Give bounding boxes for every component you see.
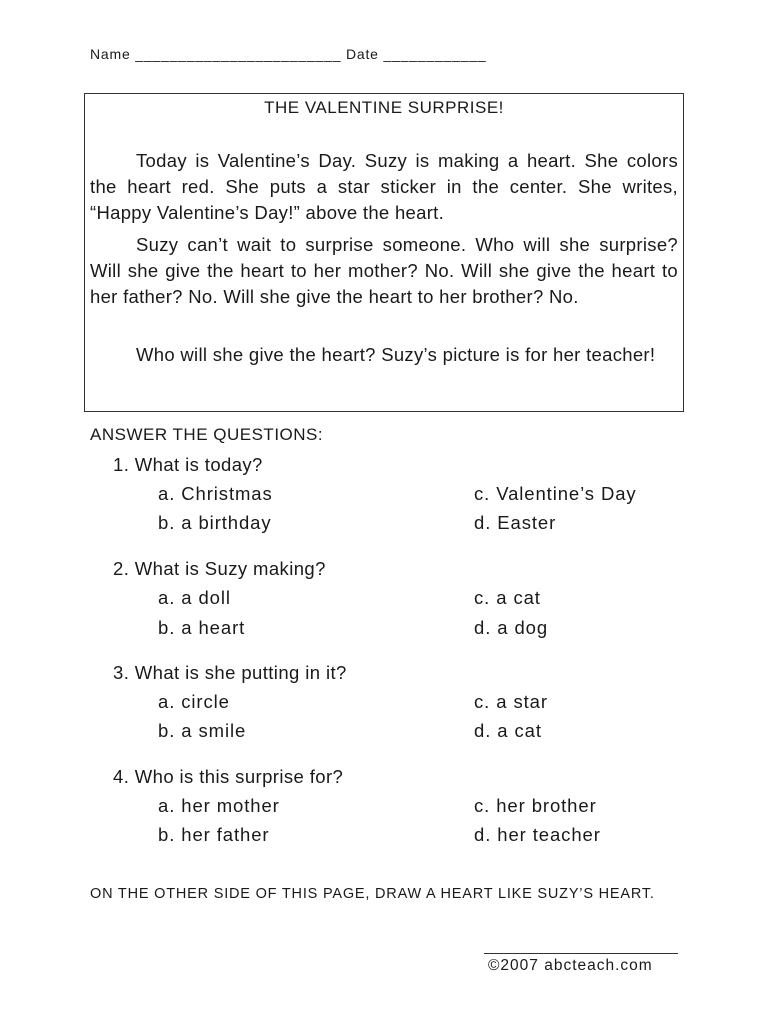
story-paragraph: Suzy can’t wait to surprise someone. Who will she surprise? Will she give the heart to her mother? No. Will she give the heart to her father? No. Will she give the heart to her brother? No.: [90, 234, 678, 307]
questions-heading: ANSWER THE QUESTIONS:: [90, 425, 324, 444]
story-paragraph: Who will she give the heart? Suzy’s picture is for her teacher!: [136, 344, 656, 365]
question-1-option-a: a. Christmas: [158, 483, 273, 504]
question-4-option-c: c. her brother: [474, 795, 597, 816]
question-1-option-c: c. Valentine’s Day: [474, 483, 637, 504]
drawing-instruction: ON THE OTHER SIDE OF THIS PAGE, DRAW A HEART LIKE SUZY’S HEART.: [90, 886, 655, 902]
question-1: 1. What is today?: [113, 454, 263, 475]
question-2: 2. What is Suzy making?: [113, 558, 326, 579]
question-1-option-b: b. a birthday: [158, 512, 272, 533]
question-2-option-b: b. a heart: [158, 617, 246, 638]
question-2-option-c: c. a cat: [474, 587, 541, 608]
story-title: THE VALENTINE SURPRISE!: [264, 98, 504, 117]
question-2-option-a: a. a doll: [158, 587, 231, 608]
name-date-line: Name ________________________ Date ____________: [90, 46, 487, 62]
copyright-notice: ©2007 abcteach.com: [488, 957, 653, 974]
question-4: 4. Who is this surprise for?: [113, 766, 344, 787]
question-1-option-d: d. Easter: [474, 512, 557, 533]
question-4-option-d: d. her teacher: [474, 824, 601, 845]
question-3-option-a: a. circle: [158, 691, 230, 712]
question-3-option-d: d. a cat: [474, 720, 542, 741]
question-3-option-b: b. a smile: [158, 720, 247, 741]
footer-divider: [484, 953, 678, 954]
question-4-option-a: a. her mother: [158, 795, 280, 816]
question-2-option-d: d. a dog: [474, 617, 549, 638]
question-3: 3. What is she putting in it?: [113, 662, 347, 683]
story-paragraph: Today is Valentine’s Day. Suzy is making a heart. She colors the heart red. She puts a star sticker in the center. She writes, “Happy Valentine’s Day!” above the heart.: [90, 150, 678, 223]
question-4-option-b: b. her father: [158, 824, 270, 845]
question-3-option-c: c. a star: [474, 691, 548, 712]
